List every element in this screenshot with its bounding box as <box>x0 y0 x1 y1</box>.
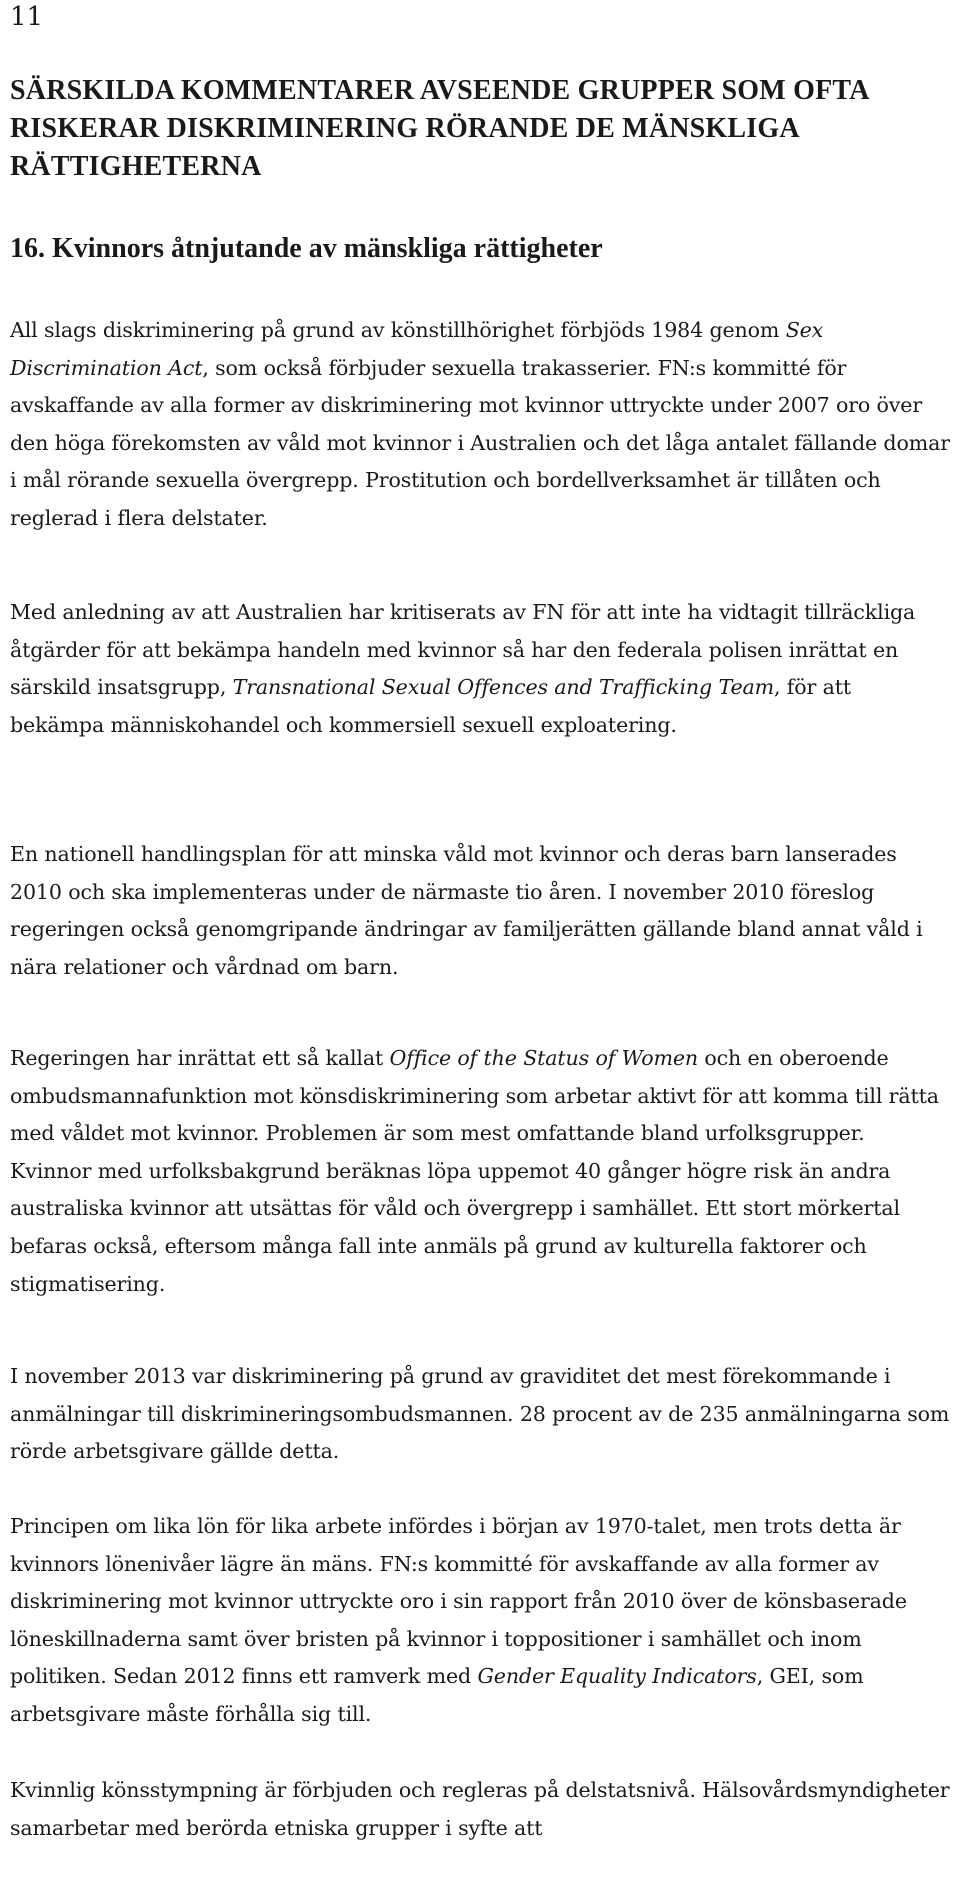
paragraph-text: Regeringen har inrättat ett så kallat <box>10 1046 390 1070</box>
page-number: 11 <box>10 2 44 32</box>
paragraph-text: , för att bekämpa människohandel och kommersiell sexuell exploatering. <box>10 675 851 737</box>
section-heading: SÄRSKILDA KOMMENTARER AVSEENDE GRUPPER SOM OFTA RISKERAR DISKRIMINERING RÖRANDE DE MÄNSKLIGA RÄTTIGHETERNA <box>10 75 869 182</box>
paragraph-text: Principen om lika lön för lika arbete infördes i början av 1970-talet, men trots detta är kvinnors lönenivåer lägre än mäns. FN:s kommitté för avskaffande av alla former av diskriminering mot kvinnor uttryckte oro i sin rapport från 2010 över de könsbaserade löneskillnaderna samt över bristen på kvinnor i toppositioner i samhället och inom politiken. Sedan 2012 finns ett ramverk med <box>10 1514 907 1689</box>
paragraph-fgm: Kvinnlig könsstympning är förbjuden och regleras på delstatsnivå. Hälsovårdsmyndigheter samarbetar med berörda etniska grupper i syfte att <box>10 1778 950 1840</box>
paragraph-text: , GEI, som arbetsgivare måste förhålla sig till. <box>10 1664 864 1726</box>
paragraph-text: och en oberoende ombudsmannafunktion mot könsdiskriminering som arbetar aktivt för att komma till rätta med våldet mot kvinnor. Problemen är som mest omfattande bland urfolksgrupper. Kvinnor med urfolksbakgrund beräknas löpa uppemot 40 gånger högre risk än andra australiska kvinnor att utsättas för våld och övergrepp i samhället. Ett stort mörkertal befaras också, eftersom många fall inte anmäls på grund av kulturella faktorer och stigmatisering. <box>10 1046 939 1296</box>
italic-office-name: Office of the Status of Women <box>389 1046 698 1070</box>
paragraph-pregnancy-discrimination: I november 2013 var diskriminering på grund av graviditet det mest förekommande i anmälningar till diskrimineringsombudsmannen. 28 procent av de 235 anmälningarna som rörde arbetsgivare gällde detta. <box>10 1364 950 1464</box>
italic-indicators-name: Gender Equality Indicators <box>477 1664 757 1689</box>
italic-team-name: Transnational Sexual Offences and Trafficking Team <box>232 675 774 700</box>
paragraph-trafficking <box>10 594 950 744</box>
paragraph-status-of-women <box>10 1040 950 1303</box>
paragraph-text: , som också förbjuder sexuella trakasserier. FN:s kommitté för avskaffande av alla former av diskriminering mot kvinnor uttryckte under 2007 oro över den höga förekomsten av våld mot kvinnor i Australien och det låga antalet fällande domar i mål rörande sexuella övergrepp. Prostitution och bordellverksamhet är tillåten och reglerad i flera delstater. <box>10 355 950 530</box>
chapter-heading: 16. Kvinnors åtnjutande av mänskliga rättigheter <box>10 233 603 264</box>
paragraph-action-plan: En nationell handlingsplan för att minska våld mot kvinnor och deras barn lanserades 2010 och ska implementeras under de närmaste tio åren. I november 2010 föreslog regeringen också genomgripande ändringar av familjerätten gällande bland annat våld i nära relationer och vårdnad om barn. <box>10 842 923 979</box>
paragraph-equal-pay <box>10 1508 950 1734</box>
paragraph-text: All slags diskriminering på grund av könstillhörighet förbjöds 1984 genom <box>10 318 786 342</box>
paragraph-text: Med anledning av att Australien har kritiserats av FN för att inte ha vidtagit tillräckliga åtgärder för att bekämpa handeln med kvinnor så har den federala polisen inrättat en särskild insatsgrupp, <box>10 600 916 700</box>
paragraph-sex-discrimination-act <box>10 312 950 538</box>
italic-act-name: Sex Discrimination Act <box>10 318 824 380</box>
